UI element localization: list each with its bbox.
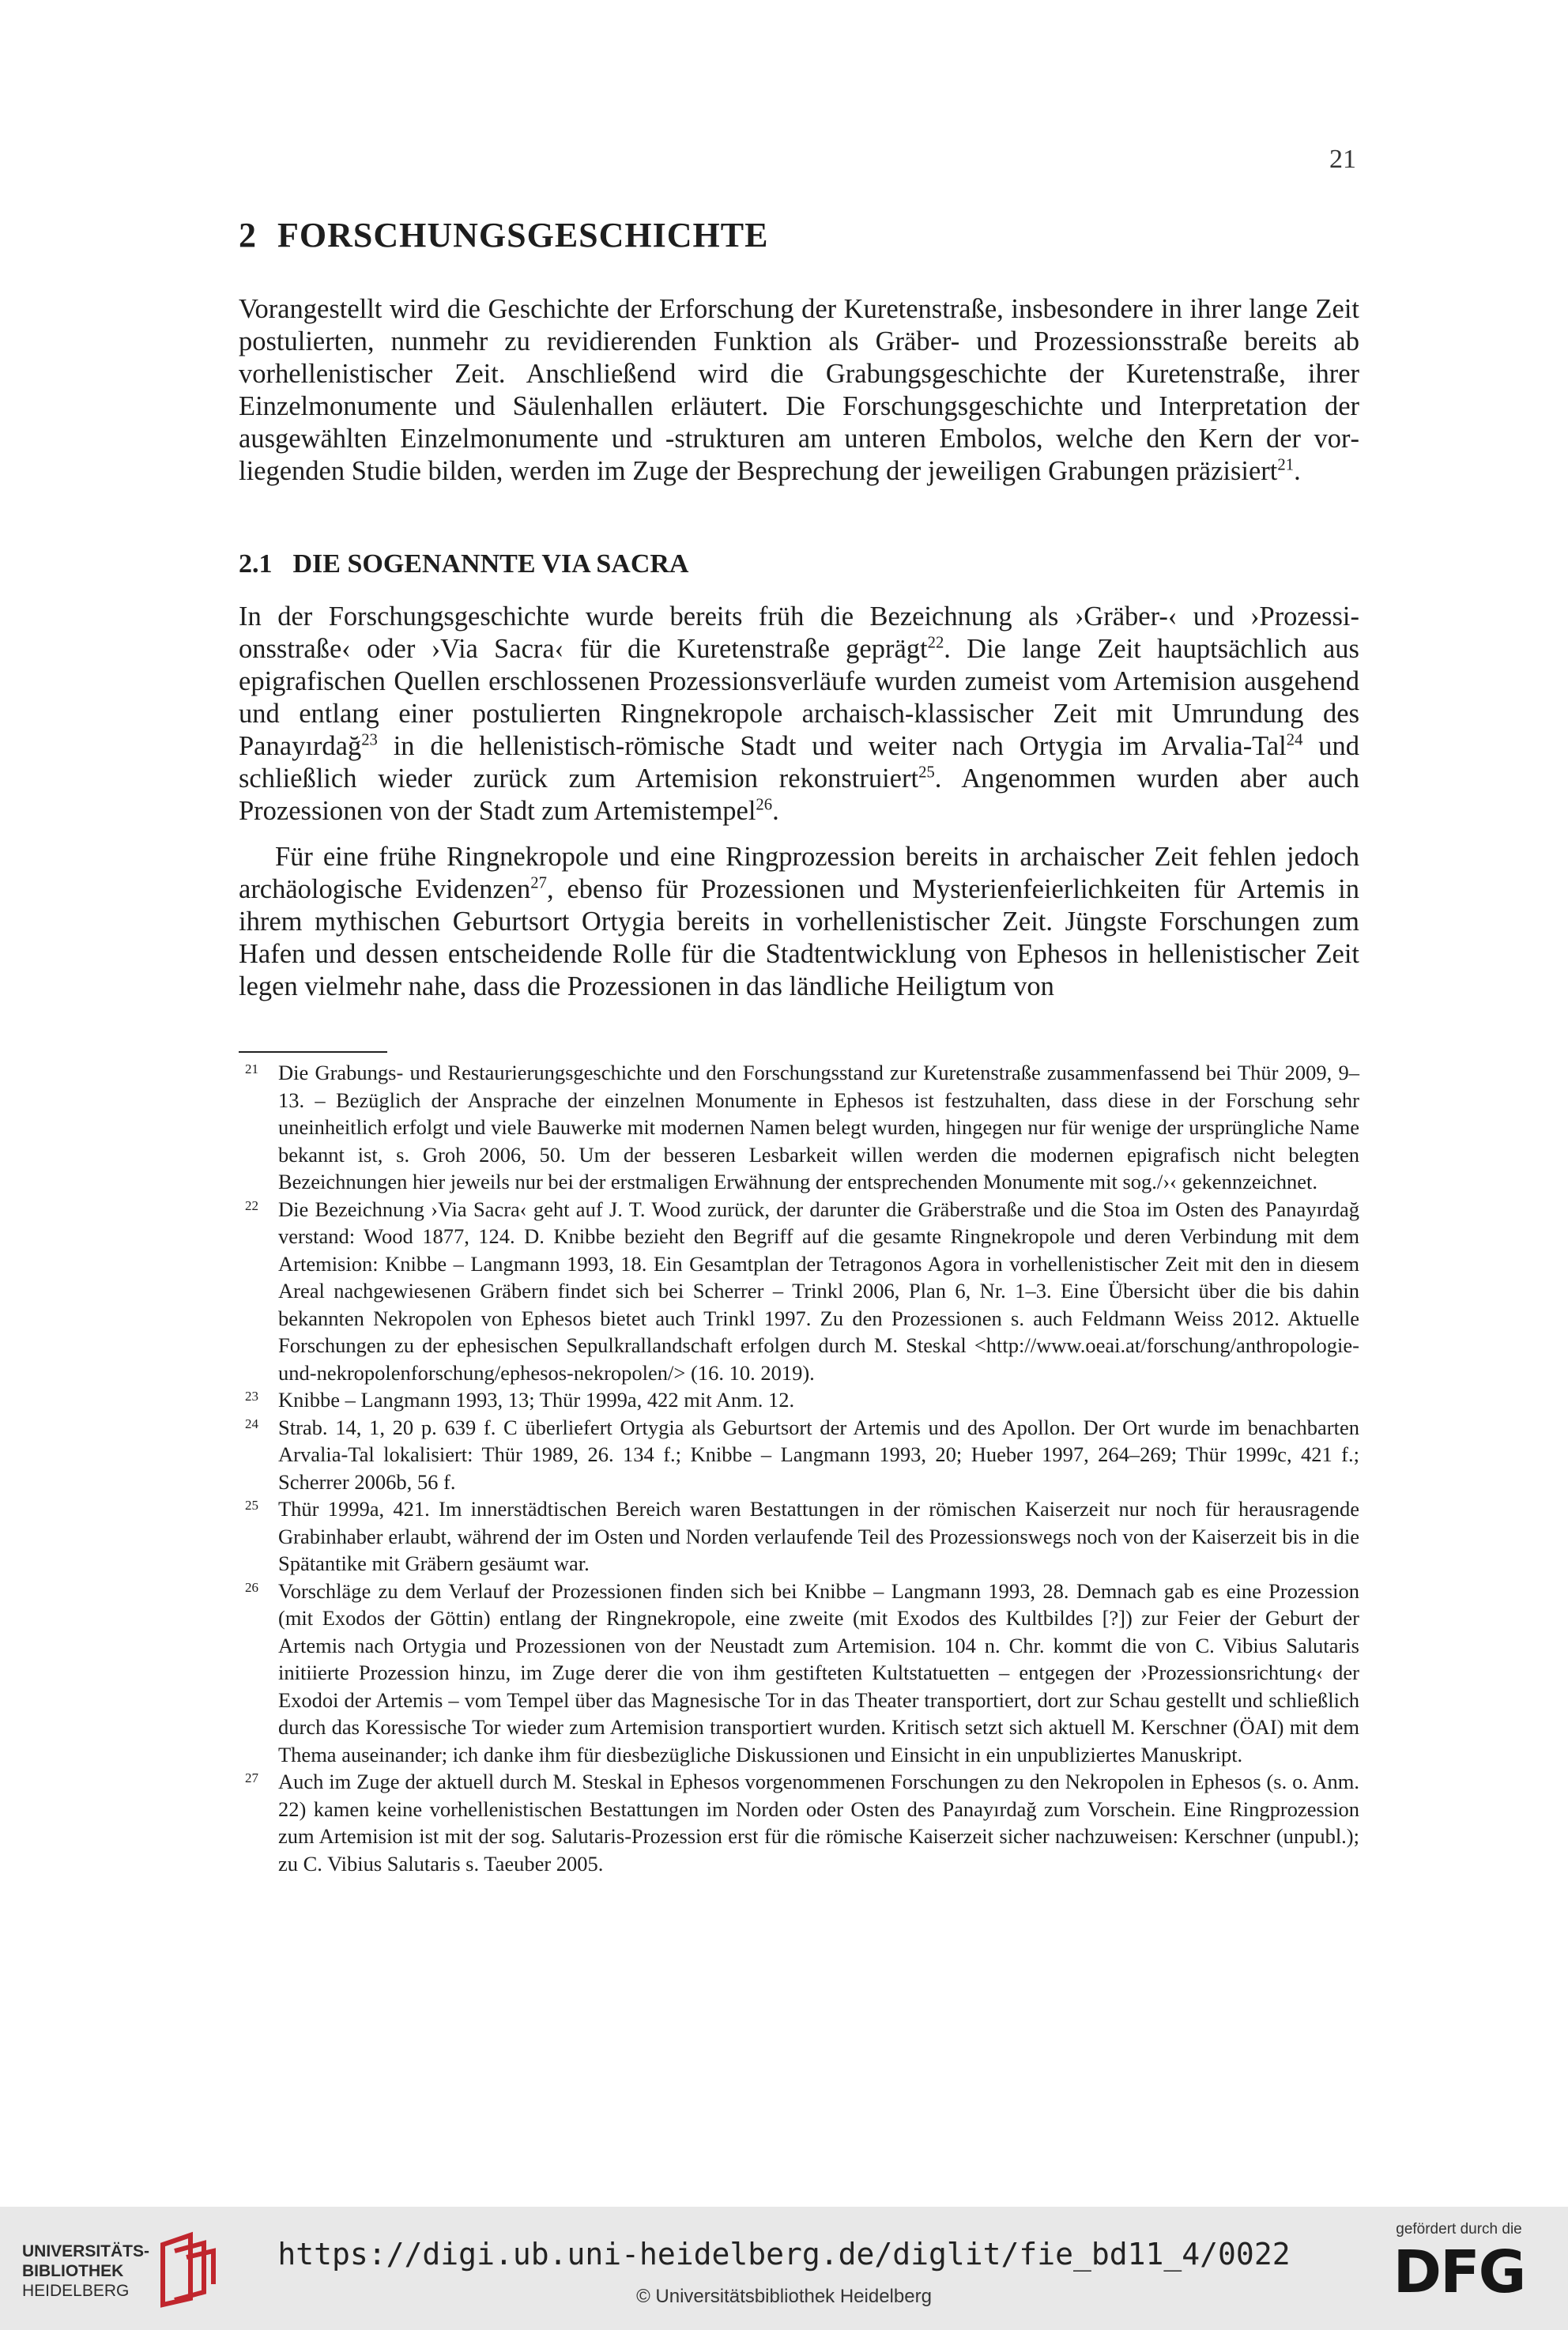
footnote-26 [239, 1578, 1359, 1769]
footnote-number: 23 [245, 1389, 258, 1404]
text-run: Für eine frühe Ringnekropole und eine Ringprozession bereits in archaischer Zeit fehlen jedoch archäologische Evidenzen [239, 842, 1359, 904]
footnote-25 [239, 1495, 1359, 1578]
funding-caption: gefördert durch die [1396, 2221, 1522, 2238]
footnote-ref-25[interactable]: 25 [918, 763, 935, 782]
footnote-number: 24 [245, 1416, 258, 1431]
footnote-number: 25 [245, 1498, 258, 1513]
text-run: . Die lange Zeit hauptsächlich aus epigrafischen Quellen erschlossenen Prozessionsverläufe wurden zumeist vom Artemision ausgehend und entlang einer postulierten Ringnekropole archaisch-klassischer Zeit mit Umrundung des Panayırdağ [239, 634, 1359, 761]
footnote-number: 21 [245, 1061, 258, 1076]
text-run: und schließlich wieder zurück zum Artemision rekonstruiert [239, 731, 1359, 794]
text-run: In der Forschungsgeschichte wurde bereits früh die Bezeichnung als ›Gräber-‹ und ›Prozessionsstraße‹ oder ›Via Sacra‹ für die Kuretenstraße geprägt [239, 601, 1359, 664]
footnote-text: Vorschläge zu dem Verlauf der Prozessionen finden sich bei Knibbe – Langmann 1993, 28. Demnach gab es eine Prozession (mit Exodos der Göttin) entlang der Ringnekropole, eine zweite (mit Exodos des Kultbildes [?]) zur Feier der Geburt der Artemis nach Ortygia und Prozessionen von der Neustadt zum Artemision. 104 n. Chr. kommt die von C. Vibius Salutaris initiierte Prozession hinzu, im Zuge derer die von ihm gestifteten Kultstatuetten – entgegen der ›Prozessionsrichtung‹ der Exodoi der Artemis – vom Tempel über das Magnesische Tor in das Theater transportiert, dort zur Schau gestellt und schließlich durch das Koressische Tor wieder zum Artemision transportiert wurden. Kritisch setzt sich aktuell M. Kerschner (ÖAI) mit dem Thema auseinander; ich danke ihm für diesbezügliche Diskussionen und Einsicht in ein unpubliziertes Manuskript. [278, 1578, 1359, 1766]
permalink-url[interactable]: https://digi.ub.uni-heidelberg.de/diglit/fie_bd11_4/0022 [277, 2237, 1291, 2272]
intro-text: Vorangestellt wird die Geschichte der Erforschung der Kuretenstraße, insbesondere in ihrer lange Zeit postulierten, nunmehr zu revidierenden Funktion als Gräber- und Prozessionsstraße bereits ab vorhellenistischer Zeit. Anschließend wird die Grabungsgeschichte der Kuretenstraße, ihrer Einzelmonumente und Säulenhallen erläutert. Die Forschungsgeschichte und Interpretation der ausgewählten Einzelmonumente und -strukturen am unteren Embolos, welche den Kern der vorliegenden Studie bilden, werden im Zuge der Besprechung der jeweiligen Grabungen präzisiert [239, 294, 1359, 486]
text-run: . Angenommen wurden aber auch Prozessionen von der Stadt zum Artemistempel [239, 763, 1360, 826]
footnote-ref-27[interactable]: 27 [530, 874, 547, 892]
chapter-number: 2 [239, 216, 257, 254]
footnote-number: 27 [245, 1770, 258, 1785]
page-number: 21 [1329, 145, 1356, 174]
text-run: , ebenso für Prozessionen und Mysterienfeierlichkeiten für Artemis in ihrem mythischen Geburtsort Ortygia bereits in vorhellenistischer Zeit. Jüngste Forschungen zum Hafen und dessen entscheidende Rolle für die Stadtentwicklung von Ephesos in hellenistischer Zeit legen vielmehr nahe, dass die Prozessionen in das ländliche Heiligtum von [239, 874, 1360, 1001]
chapter-heading [239, 215, 768, 255]
footnote-ref-21[interactable]: 21 [1277, 456, 1295, 474]
footnote-ref-26[interactable]: 26 [756, 796, 773, 814]
footnote-text: Knibbe – Langmann 1993, 13; Thür 1999a, 422 mit Anm. 12. [278, 1388, 795, 1412]
footnote-text: Die Bezeichnung ›Via Sacra‹ geht auf J. T. Wood zurück, der darunter die Gräberstraße und die Stoa im Osten des Panayırdağ verstand: Wood 1877, 124. D. Knibbe bezieht den Begriff auf die gesamte Ringnekropole und deren Verbindung mit dem Artemision: Knibbe – Langmann 1993, 18. Ein Gesamtplan der Tetragonos Agora in vorhellenistischer Zeit mit den in diesem Areal nachgewiesenen Gräbern findet sich bei Scherrer – Trinkl 2006, Plan 6, Nr. 1–3. Eine Übersicht über die bis dahin bekannten Nekropolen von Ephesos bietet auch Trinkl 1997. Zu den Prozessionen s. auch Feldmann Weiss 2012. Aktuelle Forschungen zu der ephesischen Sepulkrallandschaft erfolgen durch M. Steskal <http://www.oeai.at/forschung/anthropologie-und-nekropolenforschung/ephesos-nekropolen/> (16. 10. 2019). [278, 1197, 1359, 1385]
footnote-number: 26 [245, 1579, 258, 1595]
body-paragraph-2 [239, 841, 1359, 1003]
footnote-separator [239, 1051, 387, 1053]
text-run: . [772, 796, 779, 826]
section-title: DIE SOGENANNTE VIA SACRA [292, 549, 689, 579]
footnote-text: Strab. 14, 1, 20 p. 639 f. C überliefert Ortygia als Geburtsort der Artemis und des Apollon. Der Ort wurde im benachbarten Arvalia-Tal lokalisiert: Thür 1989, 26. 134 f.; Knibbe – Langmann 1993, 20; Hueber 1997, 264–269; Thür 1999c, 421 f.; Scherrer 2006b, 56 f. [278, 1415, 1359, 1494]
footnote-text: Die Grabungs- und Restaurierungsgeschichte und den Forschungsstand zur Kuretenstraße zusammenfassend bei Thür 2009, 9–13. – Bezüglich der Ansprache der einzelnen Monumente in Ephesos ist festzuhalten, dass diese in der Forschung sehr uneinheitlich erfolgt und viele Bauwerke mit modernen Namen belegt wurden, hingegen nur für wenige der ursprüngliche Name bekannt ist, s. Groh 2006, 50. Um der besseren Lesbarkeit willen werden die modernen epigrafisch nicht belegten Bezeichnungen hier jeweils nur bei der erstmaligen Erwähnung der entsprechenden Monumente mit sog./›‹ gekennzeichnet. [278, 1061, 1359, 1193]
footnote-24 [239, 1414, 1359, 1496]
footnote-text: Thür 1999a, 421. Im innerstädtischen Bereich waren Bestattungen in der römischen Kaiserzeit nur noch für herausragende Grabinhaber erlaubt, während der im Osten und Norden verlaufende Teil des Prozessionswegs noch von der Kaiserzeit bis in die Spätantike mit Gräbern gesäumt war. [278, 1497, 1359, 1575]
section-number: 2.1 [239, 549, 273, 579]
funding-logo[interactable] [1380, 2221, 1538, 2306]
footnote-number: 22 [245, 1197, 258, 1213]
footnote-ref-24[interactable]: 24 [1286, 731, 1303, 749]
chapter-title: FORSCHUNGSGESCHICHTE [277, 216, 769, 254]
footnote-21 [239, 1059, 1359, 1196]
library-name-line: UNIVERSITÄTS- [22, 2242, 150, 2260]
dfg-logo: DFG [1393, 2238, 1525, 2306]
library-name-line: HEIDELBERG [22, 2282, 130, 2300]
library-name-line: BIBLIOTHEK [22, 2262, 124, 2280]
footnote-22 [239, 1196, 1359, 1387]
footer-bar [0, 2207, 1568, 2330]
footnote-text: Auch im Zuge der aktuell durch M. Steskal in Ephesos vorgenommenen Forschungen zu den Nekropolen in Ephesos (s. o. Anm. 22) kamen keine vorhellenistischen Bestattungen im Norden oder Osten des Panayırdağ zum Vorschein. Eine Ringprozession zum Artemision ist mit der sog. Salutaris-Prozession erst für die römische Kaiserzeit sicher nachzuweisen: Kerschner (unpubl.); zu C. Vibius Salutaris s. Taeuber 2005. [278, 1770, 1359, 1876]
text-run: in die hellenistisch-römische Stadt und weiter nach Ortygia im Arvalia-Tal [377, 731, 1287, 761]
body-paragraph-1 [239, 601, 1359, 828]
footnote-ref-23[interactable]: 23 [361, 731, 378, 749]
copyright-notice: © Universitätsbibliothek Heidelberg [636, 2286, 932, 2307]
footnote-27 [239, 1768, 1359, 1877]
intro-end: . [1294, 456, 1301, 486]
intro-paragraph [239, 293, 1359, 488]
footnote-23 [239, 1386, 1359, 1414]
footnote-ref-22[interactable]: 22 [927, 634, 944, 652]
footnotes [239, 1059, 1359, 1877]
section-heading [239, 549, 689, 579]
